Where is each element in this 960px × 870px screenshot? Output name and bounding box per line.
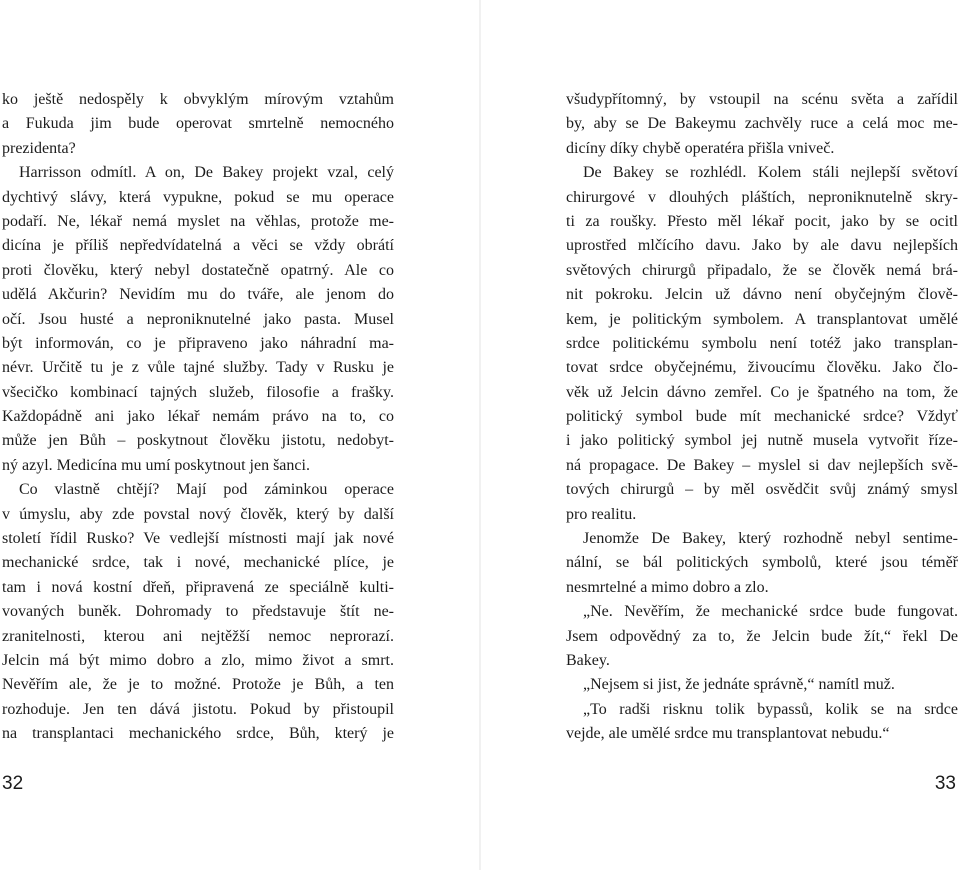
text-line: névr. Určitě tu je z vůle tajné služby. Tady v Rusku je xyxy=(2,359,394,377)
text-line: rozhoduje. Jen ten dává jistotu. Pokud by přistoupil xyxy=(2,700,394,718)
right-page-number: 33 xyxy=(934,773,956,794)
text-line: podaří. Ne, lékař nemá myslet na věhlas, protože me- xyxy=(2,212,394,230)
text-line: pro realitu. xyxy=(566,505,637,523)
text-line: ti za roušky. Přesto měl lékař pocit, jako by se ocitl xyxy=(566,212,958,230)
text-line: v úmyslu, aby zde povstal nový člověk, který by další xyxy=(2,505,394,523)
text-line: vovaných buněk. Dohromady to představuje štít ne- xyxy=(2,603,394,621)
text-line: kem, je politickým symbolem. A transplantovat umělé xyxy=(566,310,958,328)
text-line: uprostřed mlčícího davu. Jako by ale davu nejlepších xyxy=(566,237,958,255)
text-line: dicína je příliš nepředvídatelná a věci se vždy obrátí xyxy=(2,237,394,255)
text-line: Každopádně ani jako lékař nemám právo na to, co xyxy=(2,408,394,426)
text-line: udělá Akčurin? Nevidím mu do tváře, ale jenom do xyxy=(2,286,394,304)
text-line: ko ještě nedospěly k obvyklým mírovým vztahům xyxy=(2,91,394,108)
text-line: všudypřítomný, by vstoupil na scénu světa a zařídil xyxy=(566,91,958,108)
text-line: a Fukuda jim bude operovat smrtelně nemocného xyxy=(2,115,394,133)
left-page-text xyxy=(2,88,394,747)
text-line: Bakey. xyxy=(566,651,610,669)
text-line: Nevěřím ale, že je to možné. Protože je Bůh, a ten xyxy=(2,676,394,694)
text-line: ná propagace. De Bakey – myslel si dav nejlepších svě- xyxy=(566,456,958,474)
text-line: Jelcin má být mimo dobro a zlo, mimo život a smrt. xyxy=(2,651,394,669)
text-line: „Ne. Nevěřím, že mechanické srdce bude fungovat. xyxy=(583,603,958,621)
text-line: nální, se bál politických symbolů, které jsou téměř xyxy=(566,554,958,572)
text-line: Jenomže De Bakey, který rozhodně nebyl sentime- xyxy=(583,530,958,548)
text-line: dicíny díky chybě operatéra přišla vniveč. xyxy=(566,139,835,157)
text-line: všecičko kombinací tajných služeb, filosofie a frašky. xyxy=(2,383,394,401)
text-line: světových chirurgů připadalo, že se člověk nemá brá- xyxy=(566,261,958,279)
text-line: ný azyl. Medicína mu umí poskytnout jen šanci. xyxy=(2,456,310,474)
text-line: De Bakey se rozhlédl. Kolem stáli nejlepší světoví xyxy=(583,164,958,182)
text-line: na transplantaci mechanického srdce, Bůh, který je xyxy=(2,725,394,743)
text-line: Harrisson odmítl. A on, De Bakey projekt vzal, celý xyxy=(19,164,394,182)
text-line: „To radši risknu tolik bypassů, kolik se na srdce xyxy=(583,700,958,718)
text-line: prezidenta? xyxy=(2,139,76,157)
text-line: tam i nová kostní dřeň, připravená ze speciálně kulti- xyxy=(2,578,394,596)
text-line: Jsem odpovědný za to, že Jelcin bude žít,“ řekl De xyxy=(566,627,958,645)
text-line: nesmrtelné a mimo dobro a zlo. xyxy=(566,578,769,596)
text-line: „Nejsem si jist, že jednáte správně,“ namítl muž. xyxy=(583,676,895,694)
left-page-number: 32 xyxy=(2,773,24,794)
text-line: být informován, co je připraveno jako náhradní ma- xyxy=(2,334,394,352)
text-line: srdce politickému symbolu není totéž jako transplan- xyxy=(566,334,958,352)
text-line: vejde, ale umělé srdce mu transplantovat nebudu.“ xyxy=(566,725,890,743)
text-line: tových chirurgů – by měl osvědčit svůj známý smysl xyxy=(566,481,958,499)
text-line: by, aby se De Bakeymu zachvěly ruce a celá moc me- xyxy=(566,115,958,133)
text-line: politický symbol bude mít mechanické srdce? Vždyť xyxy=(566,408,958,426)
text-line: chirurgové v dlouhých pláštích, neproniknutelně skry- xyxy=(566,188,958,206)
text-line: Co vlastně chtějí? Mají pod záminkou operace xyxy=(19,481,394,499)
text-line: očí. Jsou husté a neproniknutelné jako pasta. Musel xyxy=(2,310,394,328)
text-line: nit pokroku. Jelcin už dávno není obyčejným člově- xyxy=(566,286,958,304)
text-line: může jen Bůh – poskytnout člověku jistotu, nedobyt- xyxy=(2,432,394,450)
text-line: věk už Jelcin dávno zemřel. Co je špatného na tom, že xyxy=(566,383,958,401)
text-line: mechanické srdce, tak i nové, mechanické plíce, je xyxy=(2,554,394,572)
text-line: dychtivý slávy, která vypukne, pokud se mu operace xyxy=(2,188,394,206)
text-line: století řídil Rusko? Ve vedlejší místnosti mají jak nové xyxy=(2,530,394,548)
text-line: zranitelnosti, kterou ani nejtěžší nemoc neprorazí. xyxy=(2,627,394,645)
text-line: i jako politický symbol jej nutně musela vytvořit řízе- xyxy=(566,432,958,450)
page-gutter xyxy=(479,0,481,870)
text-line: tovat srdce obyčejnému, živoucímu člověku. Jako člo- xyxy=(566,359,958,377)
text-line: proti člověku, který nebyl dostatečně opatrný. Ale co xyxy=(2,261,394,279)
right-page-text xyxy=(566,88,958,747)
